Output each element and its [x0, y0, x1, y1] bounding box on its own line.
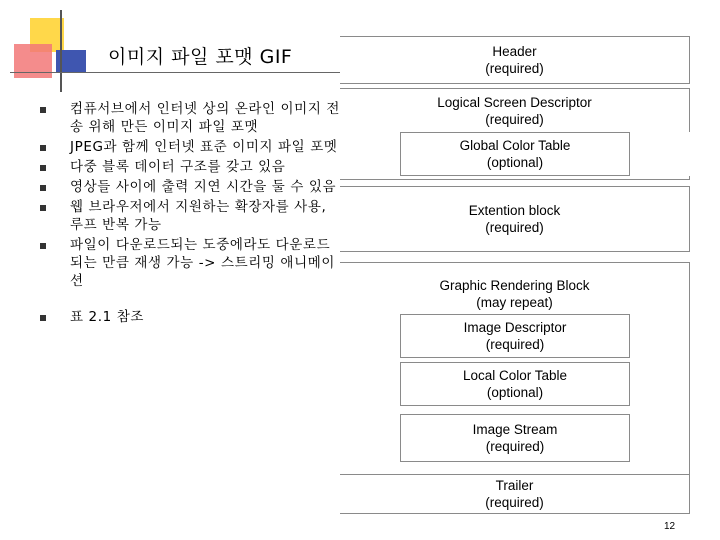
block-name: Local Color Table [462, 368, 568, 383]
bullet-text: JPEG과 함께 인터넷 표준 이미지 파일 포멧 [70, 139, 338, 155]
image-descriptor-block [400, 314, 630, 358]
bullet-text: 웹 브라우저에서 지원하는 확장자를 사용, 루프 반복 가능 [70, 199, 327, 233]
extension-block [340, 186, 690, 252]
bullet-item [40, 308, 340, 326]
bullet-square-icon [40, 145, 46, 151]
gif-structure-diagram [340, 30, 690, 520]
logical-screen-descriptor-block [340, 88, 690, 132]
slide-title: 이미지 파일 포맷 GIF [108, 46, 293, 68]
block-name: Logical Screen Descriptor [437, 94, 592, 110]
bullet-text: 다중 블록 데이터 구조를 갖고 있음 [70, 159, 286, 175]
block-note: (required) [485, 111, 544, 127]
bullet-item [40, 236, 340, 290]
bullet-square-icon [40, 185, 46, 191]
lsd-block-bottom [340, 176, 690, 180]
block-name: Trailer [495, 478, 534, 493]
trailer-block [340, 474, 690, 514]
block-name: Graphic Rendering Block [439, 278, 590, 293]
bullet-square-icon [40, 243, 46, 249]
block-note: (required) [485, 61, 544, 76]
bullet-item [40, 100, 340, 136]
bullet-text: 컴퓨서브에서 인터넷 상의 온라인 이미지 전송 위해 만든 이미지 파일 포맷 [70, 101, 340, 135]
bullet-text: 영상들 사이에 출력 지연 시간을 둘 수 있음 [70, 179, 337, 195]
block-note: (required) [485, 439, 545, 454]
bullet-square-icon [40, 205, 46, 211]
bullet-item [40, 178, 340, 196]
block-name: Global Color Table [459, 138, 571, 153]
page-number: 12 [664, 521, 676, 532]
bullet-square-icon [40, 165, 46, 171]
global-color-table-block [400, 132, 630, 176]
bullet-item [40, 198, 340, 234]
bullet-item [40, 158, 340, 176]
title-underline [10, 72, 340, 73]
local-color-table-block [400, 362, 630, 406]
block-note: (optional) [486, 385, 544, 400]
decor-vertical-line [60, 10, 62, 92]
block-note: (required) [485, 220, 544, 235]
block-note: (required) [485, 495, 544, 510]
bullet-square-icon [40, 315, 46, 321]
block-name: Extention block [468, 203, 561, 218]
block-name: Header [492, 44, 537, 59]
bullet-text: 표 2.1 참조 [70, 309, 144, 325]
image-stream-block [400, 414, 630, 462]
block-note: (optional) [486, 155, 544, 170]
block-name: Image Stream [472, 422, 558, 437]
block-note: (may repeat) [476, 295, 553, 310]
bullet-item [40, 138, 340, 156]
bullet-square-icon [40, 107, 46, 113]
block-name: Image Descriptor [463, 320, 567, 335]
block-note: (required) [485, 337, 545, 352]
bullet-text: 파일이 다운로드되는 도중에라도 다운로드되는 만큼 재생 가능 -> 스트리밍 애니메이션 [70, 237, 335, 289]
bullet-list [40, 100, 340, 328]
header-block [340, 36, 690, 84]
